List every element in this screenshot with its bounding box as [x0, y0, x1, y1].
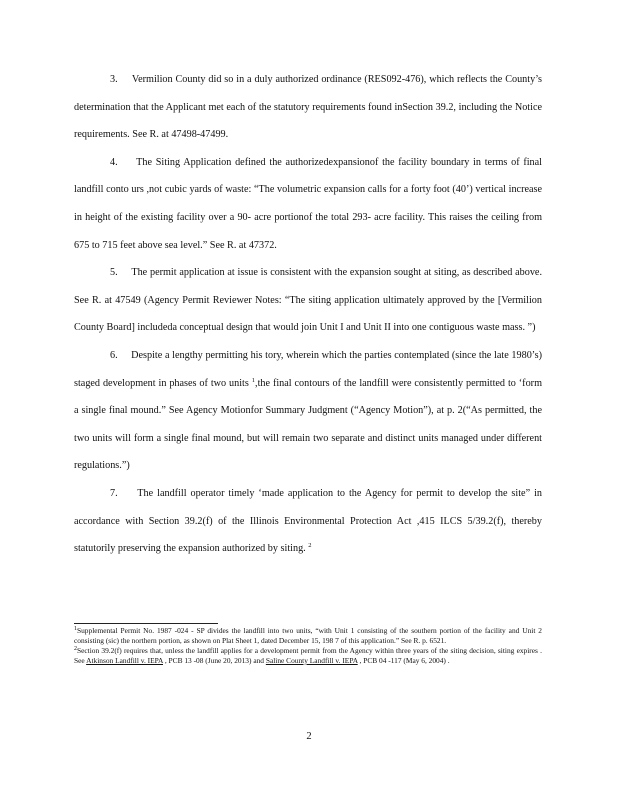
- paragraph-7-text: 7. The landfill operator timely ‘made application to the Agency for permit to develop the site” in accordance with Section 39.2(f) of the Illinois Environmental Protection Act ,415 ILCS 5/39.2(f), thereby statutorily preserving the expansion authorized by siting.: [74, 487, 542, 555]
- paragraph-3: [74, 66, 542, 149]
- footnotes: [74, 626, 542, 666]
- paragraph-7: [74, 480, 542, 563]
- footnote-2-text-after: , PCB 04 -117 (May 6, 2004) .: [357, 655, 450, 665]
- paragraph-3-text: 3. Vermilion County did so in a duly authorized ordinance (RES092-476), which reflects the County’s determination that the Applicant met each of the statutory requirements found inSection 39.2, including the Notice requirements. See R. at 47498-47499.: [74, 74, 542, 141]
- body-text: [74, 66, 542, 563]
- footnote-2-text-before: Section 39.2(f) requires that, unless the landfill applies for a development permit from the Agency within three years of the siting decision, siting expires . See: [74, 646, 542, 665]
- footnote-2-text-middle: , PCB 13 -08 (June 20, 2013) and: [162, 655, 266, 665]
- footnote-divider: [74, 623, 218, 624]
- footnote-2: [74, 646, 542, 665]
- paragraph-6-text-before: 6. Despite a lengthy permitting his tory, wherein which the parties contemplated (since the late 1980’s) staged development in phases of two units: [74, 349, 542, 389]
- footnote-1-text: Supplemental Permit No. 1987 -024 - SP divides the landfill into two units, “with Unit 1 consisting of the southern portion of the facility and Unit 2 consisting (sic) the northern portion, as shown on Plat Sheet 1, dated December 15, 198 7 of this application.” See R. p. 6521.: [74, 626, 542, 645]
- paragraph-5-text: 5. The permit application at issue is consistent with the expansion sought at siting, as described above. See R. at 47549 (Agency Permit Reviewer Notes: “The siting application ultimately approved by the [Vermilion County Board] includeda conceptual design that would join Unit I and Unit II into one contiguous waste mass. ”): [74, 267, 542, 334]
- paragraph-4-text: 4. The Siting Application defined the authorizedexpansionof the facility boundary in terms of final landfill conto urs ,not cubic yards of waste: “The volumetric expansion calls for a forty foot (40’) vertical increase in height of the existing facility over a 90- acre portionof the total 293- acre facility. This raises the ceiling from 675 to 715 feet above sea level.” See R. at 47372.: [74, 156, 542, 251]
- footnote-ref-2[interactable]: 2: [308, 542, 312, 550]
- footnote-1-marker: 1: [74, 626, 77, 632]
- case-citation-saline: Saline County Landfill v. IEPA: [265, 655, 358, 665]
- page-number: 2: [306, 731, 312, 742]
- footnote-ref-1[interactable]: 1: [251, 376, 256, 384]
- case-citation-atkinson: Atkinson Landfill v. IEPA: [86, 655, 163, 665]
- footnote-2-marker: 2: [74, 646, 77, 653]
- paragraph-6-text-after: ,the final contours of the landfill were consistently permitted to ‘form a single final mound.” See Agency Motionfor Summary Judgment (“Agency Motion”), at p. 2(“As permitted, the two units will form a single final mound, but will remain two separate and distinct units managed under different regulations.”): [74, 377, 542, 472]
- footnote-1: [74, 626, 542, 645]
- paragraph-5: [74, 259, 542, 342]
- paragraph-4: [74, 149, 542, 259]
- paragraph-6: [74, 342, 542, 480]
